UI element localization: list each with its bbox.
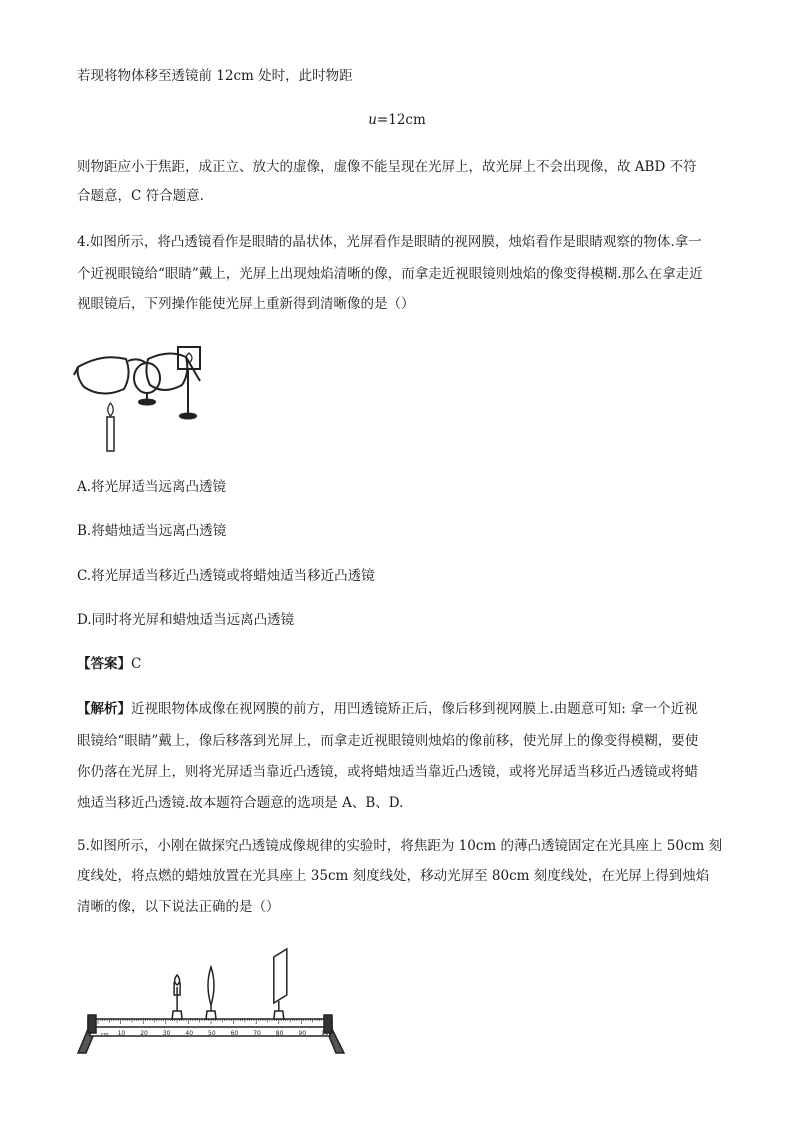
bench-tick-label: 40: [185, 1030, 194, 1037]
bench-tick-label: 80: [275, 1030, 284, 1037]
q4-stem-line-1: 4.如图所示，将凸透镜看作是眼睛的晶状体，光屏看作是眼睛的视网膜，烛焰看作是眼睛观察的物体.拿一: [77, 234, 702, 250]
optical-bench-figure: [74, 945, 350, 1057]
bench-tick-label: 50: [208, 1030, 216, 1037]
bench-unit-label: cm: [101, 1032, 109, 1038]
bench-tick-label: 90: [298, 1030, 307, 1037]
glasses-candle-screen-figure: [74, 345, 204, 455]
answer: [77, 654, 141, 674]
bench-tick-label: 20: [140, 1030, 148, 1037]
prev-text-line-2: 则物距应小于焦距，成正立、放大的虚像，虚像不能呈现在光屏上，故光屏上不会出现像，故 ABD 不符: [77, 159, 697, 175]
option-b: B.将蜡烛适当远离凸透镜: [77, 523, 227, 539]
q5-stem-line-1: 5.如图所示，小刚在做探究凸透镜成像规律的实验时，将焦距为 10cm 的薄凸透镜固定在光具座上 50cm 刻: [77, 838, 723, 854]
analysis-line-2: 眼镜给“眼睛”戴上，像后移落到光屏上，而拿走近视眼镜则烛焰的像前移，使光屏上的像变得模糊，要使: [77, 733, 699, 749]
analysis-text-1: 近视眼物体成像在视网膜的前方，用凹透镜矫正后，像后移到视网膜上.由题意可知: 拿一个近视: [131, 701, 698, 717]
q4-stem-line-3: 视眼镜后，下列操作能使光屏上重新得到清晰像的是（）: [77, 296, 415, 312]
formula: [0, 110, 794, 130]
bench-tick-label: 70: [253, 1030, 261, 1037]
q5-stem-line-2: 度线处，将点燃的蜡烛放置在光具座上 35cm 刻度线处，移动光屏至 80cm 刻度线处，在光屏上得到烛焰: [77, 868, 710, 884]
option-d: D.同时将光屏和蜡烛适当远离凸透镜: [77, 612, 295, 628]
analysis-label: 【解析】: [77, 701, 131, 717]
answer-label: 【答案】: [77, 656, 131, 672]
analysis-line-1: [77, 699, 698, 719]
q5-stem-line-3: 清晰的像，以下说法正确的是（）: [77, 899, 280, 915]
analysis-line-3: 你仍落在光屏上，则将光屏适当靠近凸透镜，或将蜡烛适当靠近凸透镜，或将光屏适当移近凸透镜或将蜡: [77, 764, 698, 780]
analysis-line-4: 烛适当移近凸透镜.故本题符合题意的选项是 A、B、D.: [77, 795, 404, 811]
prev-text-line-3: 合题意，C 符合题意.: [77, 188, 204, 204]
answer-value: C: [131, 656, 142, 672]
prev-text-line-1: 若现将物体移至透镜前 12cm 处时，此时物距: [77, 68, 353, 84]
bench-tick-label: 60: [230, 1030, 239, 1037]
option-c: C.将光屏适当移近凸透镜或将蜡烛适当移近凸透镜: [77, 568, 375, 584]
bench-tick-label: 100: [321, 1030, 333, 1037]
option-a: A.将光屏适当远离凸透镜: [77, 479, 227, 495]
formula-value: =12cm: [376, 112, 426, 128]
bench-tick-label: 30: [162, 1030, 171, 1037]
q4-stem-line-2: 个近视眼镜给“眼睛”戴上，光屏上出现烛焰清晰的像，而拿走近视眼镜则烛焰的像变得模糊.那么在拿走近: [77, 266, 703, 282]
bench-tick-label: 10: [117, 1030, 126, 1037]
formula-variable: u: [368, 112, 377, 128]
